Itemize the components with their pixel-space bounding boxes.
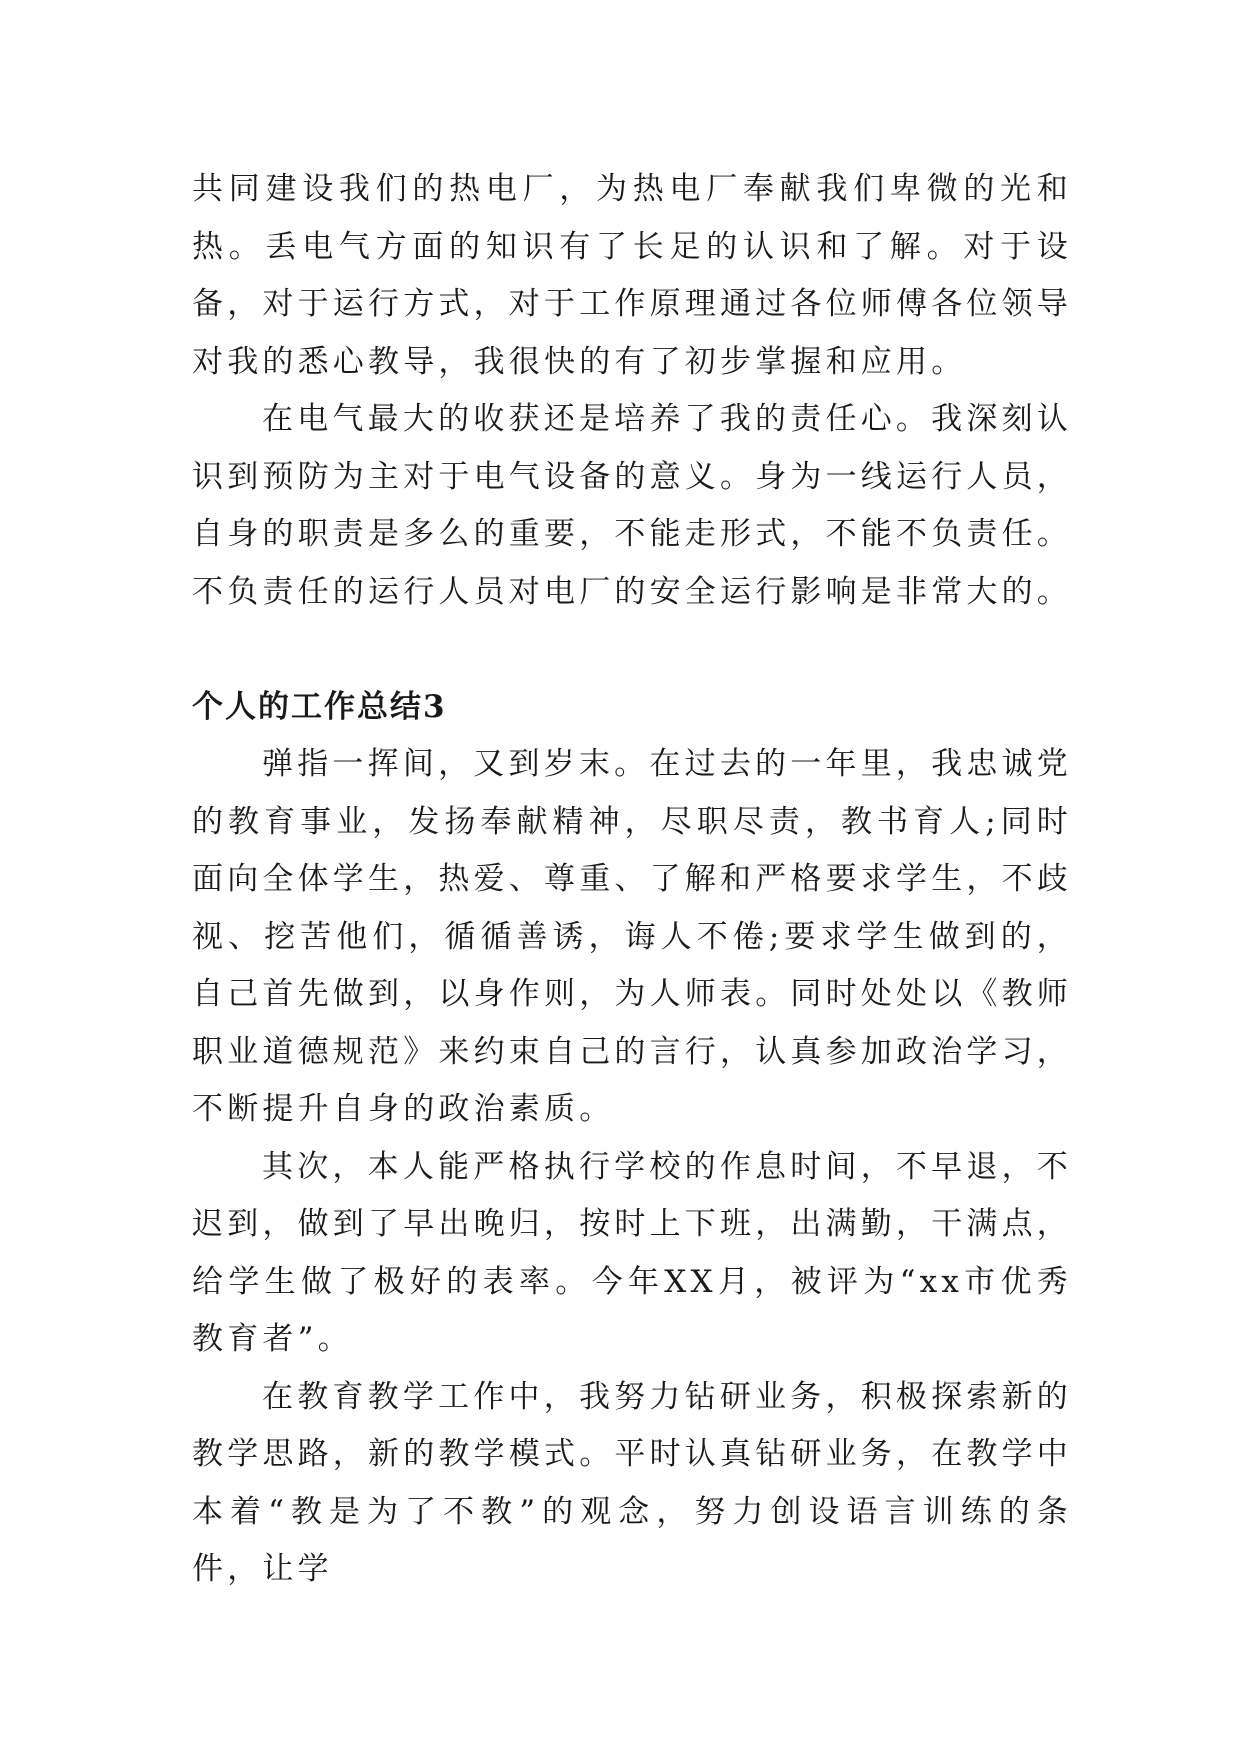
paragraph-continuation: 共同建设我们的热电厂，为热电厂奉献我们卑微的光和热。丢电气方面的知识有了长足的认识和了解。对于设备，对于运行方式，对于工作原理通过各位师傅各位领导对我的悉心教导，我很快的有了初步掌握和应用。 <box>192 171 1072 380</box>
paragraph-attendance: 其次，本人能严格执行学校的作息时间，不早退，不迟到，做到了早出晚归，按时上下班，出满勤，干满点，给学生做了极好的表率。今年XX月，被评为“xx市优秀教育者”。 <box>192 1148 1072 1357</box>
document-body <box>192 161 1072 1599</box>
section-heading: 个人的工作总结3 <box>192 688 447 725</box>
paragraph-teaching: 在教育教学工作中，我努力钻研业务，积极探索新的教学思路，新的教学模式。平时认真钻研业务，在教学中本着“教是为了不教”的观念，努力创设语言训练的条件，让学 <box>192 1378 1072 1587</box>
section-gap <box>192 621 1072 679</box>
paragraph-year-end: 弹指一挥间，又到岁末。在过去的一年里，我忠诚党的教育事业，发扬奉献精神，尽职尽责，教书育人;同时面向全体学生，热爱、尊重、了解和严格要求学生，不歧视、挖苦他们，循循善诱，诲人不倦;要求学生做到的，自己首先做到，以身作则，为人师表。同时处处以《教师职业道德规范》来约束自己的言行，认真参加政治学习，不断提升自身的政治素质。 <box>192 746 1072 1127</box>
paragraph-responsibility: 在电气最大的收获还是培养了我的责任心。我深刻认识到预防为主对于电气设备的意义。身为一线运行人员，自身的职责是多么的重要，不能走形式，不能不负责任。不负责任的运行人员对电厂的安全运行影响是非常大的。 <box>192 401 1072 610</box>
